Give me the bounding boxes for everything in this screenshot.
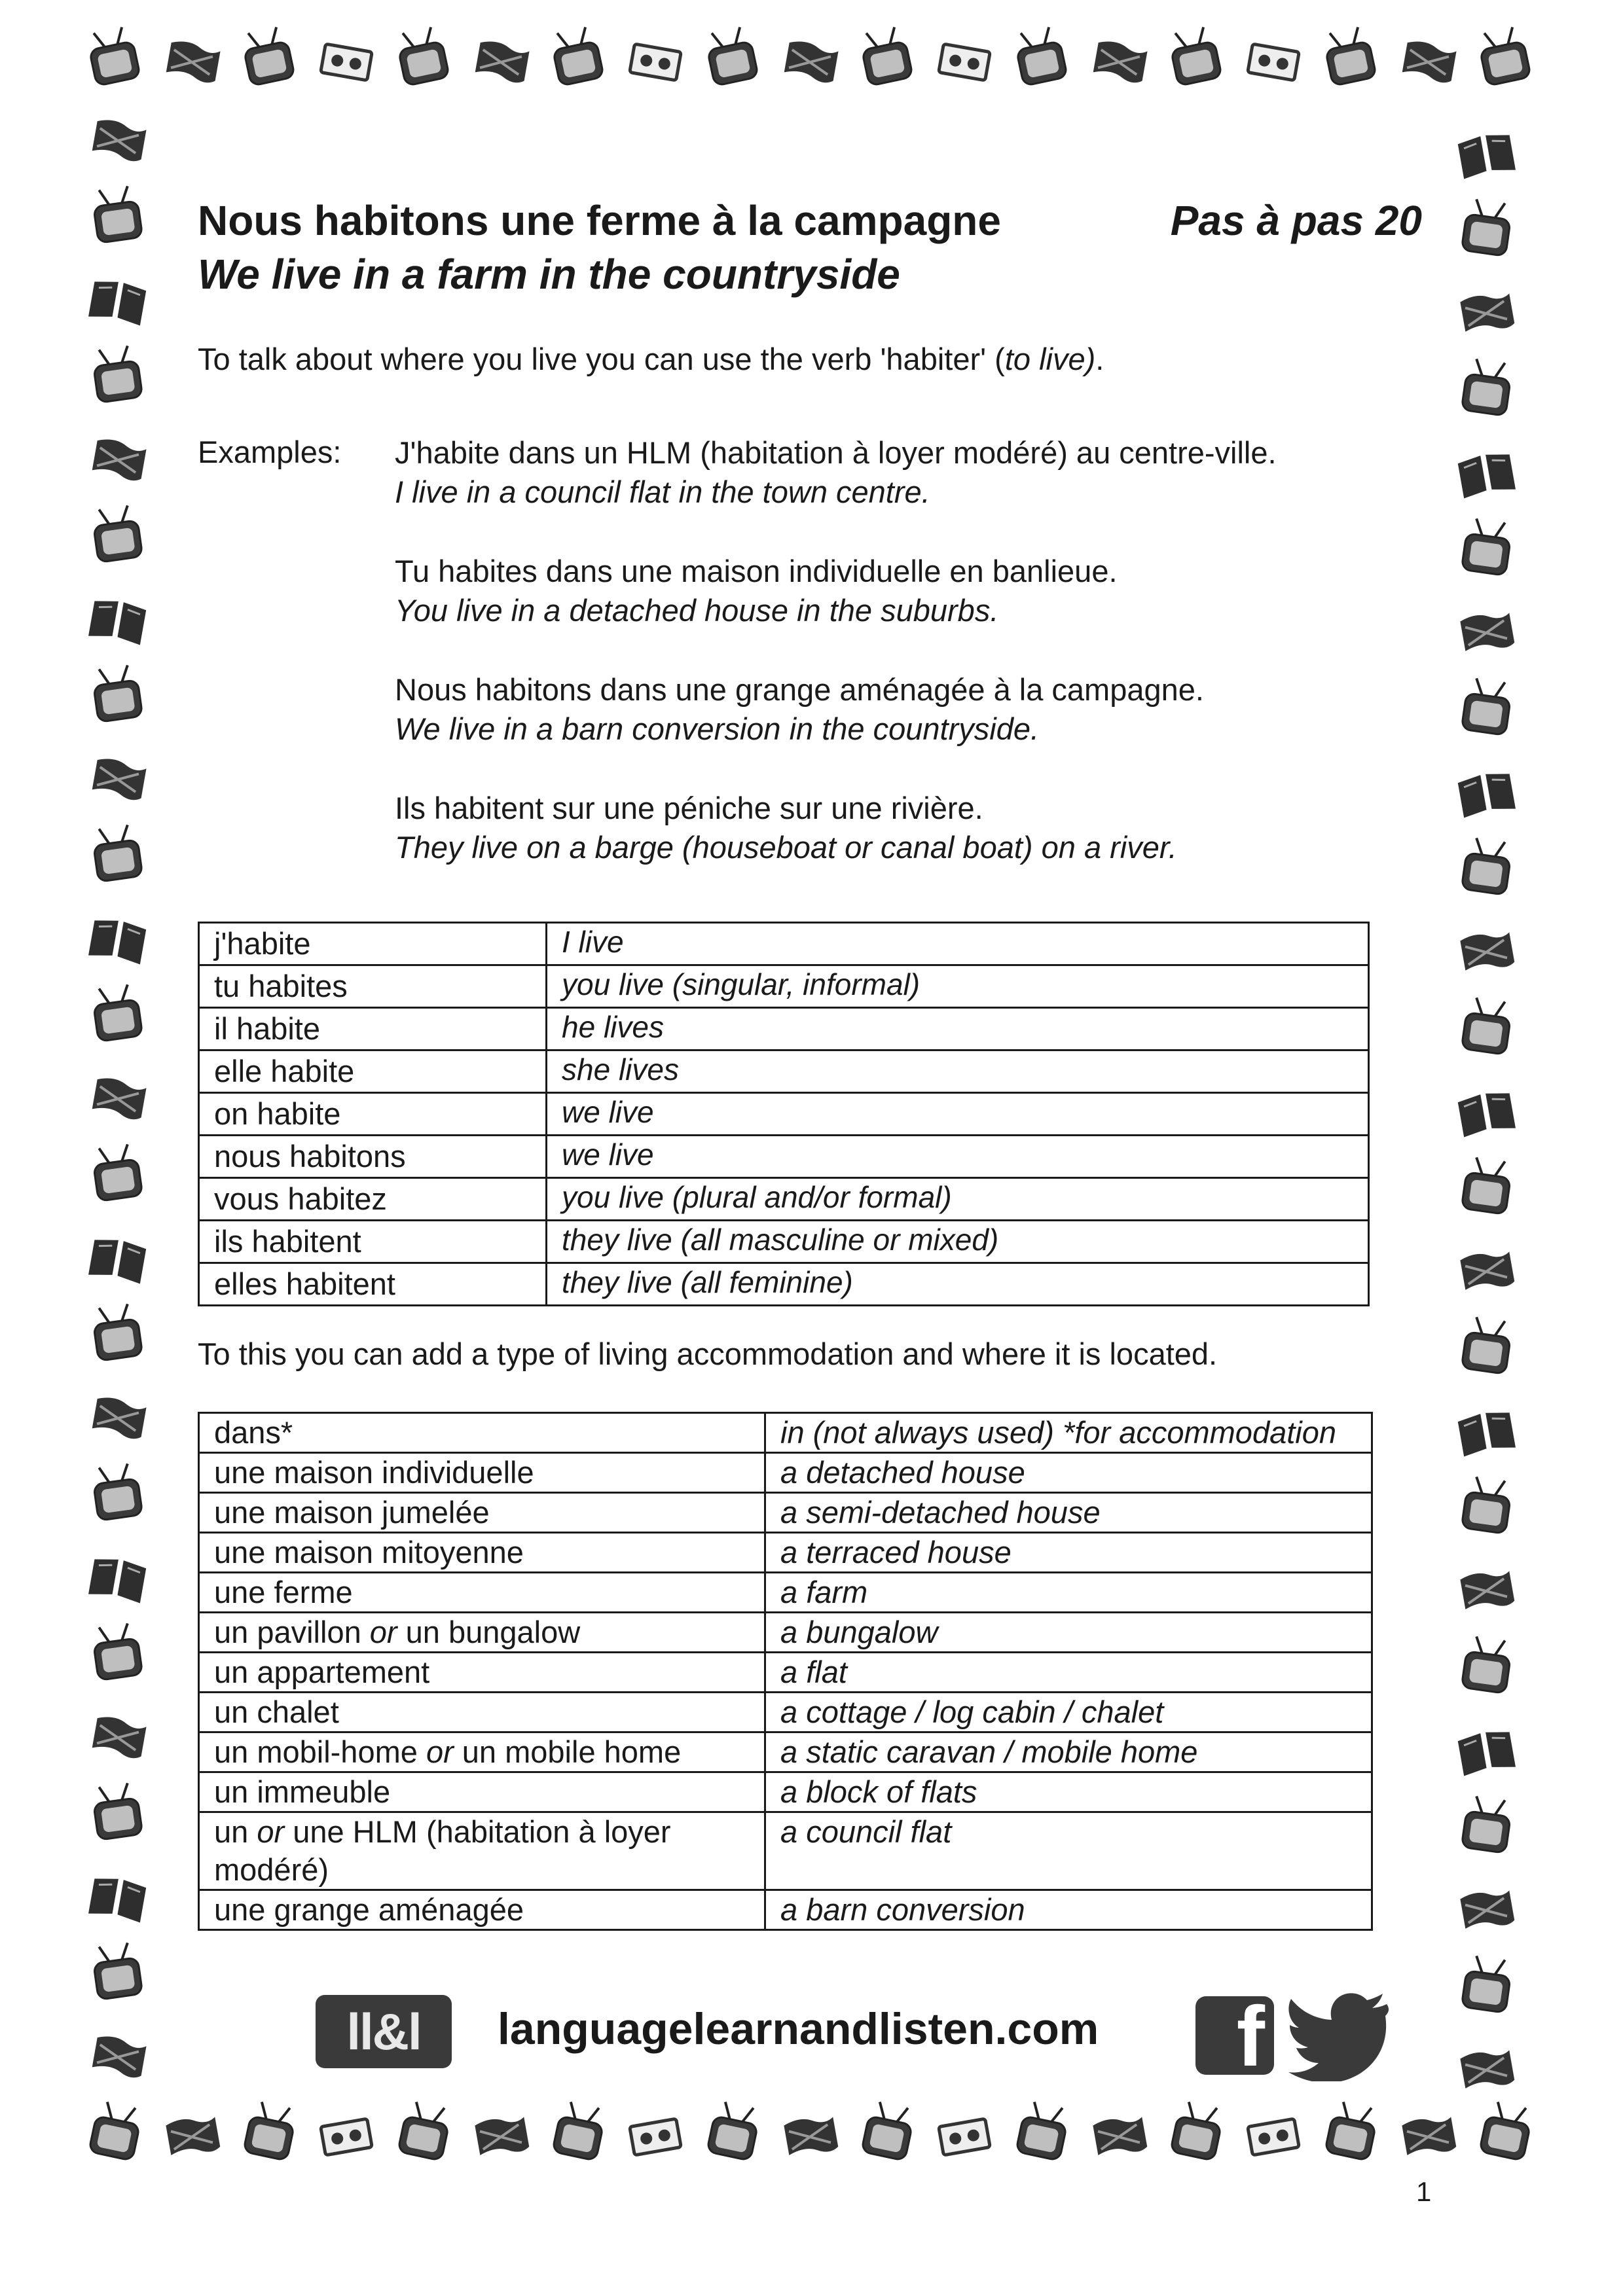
tv-icon [1461, 1636, 1512, 1694]
tv-icon [707, 2100, 761, 2161]
book-icon [1457, 1728, 1516, 1776]
flag-icon [1460, 2047, 1516, 2091]
flag-icon [92, 1715, 147, 1759]
page-number: 1 [1416, 2176, 1432, 2207]
tv-icon [1461, 677, 1512, 736]
example-fr: J'habite dans un HLM (habitation à loyer modéré) au centre-ville. [395, 435, 1277, 470]
flag-icon [92, 118, 147, 162]
flag-icon [92, 757, 147, 801]
tv-icon [91, 1463, 142, 1521]
book-icon [88, 1874, 147, 1922]
flag-icon [166, 2113, 221, 2158]
conjugation-table [198, 922, 1370, 1306]
table-row [199, 965, 1369, 1008]
tv-icon [862, 2100, 916, 2161]
book-icon [1457, 1408, 1516, 1456]
table-cell-en: a detached house [765, 1453, 1372, 1493]
table-cell-en: we live [547, 1136, 1369, 1178]
tv-icon [91, 1942, 142, 2000]
ticket-icon [630, 2119, 682, 2155]
ticket-icon [321, 44, 373, 81]
ticket-icon [321, 2119, 373, 2155]
tv-icon [86, 26, 140, 86]
tv-icon [1461, 1795, 1512, 1854]
intro-paragraph: To talk about where you live you can use the verb 'habiter' (to live). [198, 342, 1104, 376]
tv-icon [1013, 26, 1067, 86]
table-cell-en: a static caravan / mobile home [765, 1732, 1372, 1772]
flag-icon [1460, 929, 1516, 973]
tv-icon [1461, 198, 1512, 257]
table-row [199, 1493, 1372, 1533]
ticket-icon [939, 2119, 991, 2155]
table-cell-fr: vous habitez [199, 1178, 547, 1221]
book-icon [1457, 131, 1516, 179]
table-cell-en: you live (singular, informal) [547, 965, 1369, 1008]
flag-icon [92, 1076, 147, 1121]
ticket-icon [1248, 44, 1300, 81]
flag-icon [1460, 1568, 1516, 1612]
table-cell-fr: ils habitent [199, 1221, 547, 1263]
table-cell-fr: une maison jumelée [199, 1493, 765, 1533]
page-title: Nous habitons une ferme à la campagne [198, 197, 1001, 244]
table-cell-en: he lives [547, 1008, 1369, 1050]
table-row [199, 1613, 1372, 1653]
table-cell-fr: un pavillon or un bungalow [199, 1613, 765, 1653]
tv-icon [91, 1782, 142, 1840]
tv-icon [91, 1303, 142, 1361]
tv-icon [1461, 1955, 1512, 2013]
table-row [199, 1008, 1369, 1050]
site-url-link[interactable]: languagelearnandlisten.com [498, 2004, 1099, 2054]
table-cell-fr: nous habitons [199, 1136, 547, 1178]
table-cell-en: they live (all masculine or mixed) [547, 1221, 1369, 1263]
example-4 [395, 789, 1177, 867]
book-icon [88, 1555, 147, 1603]
tv-icon [553, 2100, 607, 2161]
table-cell-fr: dans* [199, 1413, 765, 1453]
table-cell-en: you live (plural and/or formal) [547, 1178, 1369, 1221]
example-2 [395, 552, 1118, 630]
table-cell-en: a farm [765, 1573, 1372, 1613]
table-row [199, 1263, 1369, 1306]
flag-icon [1460, 290, 1516, 334]
tv-icon [858, 26, 913, 86]
tv-icon [1461, 358, 1512, 416]
table-row [199, 1413, 1372, 1453]
example-en: I live in a council flat in the town centre. [395, 475, 930, 509]
flag-icon [1460, 1887, 1516, 1931]
table-row [199, 1453, 1372, 1493]
tv-icon [1325, 2100, 1379, 2161]
examples-label: Examples: [198, 435, 342, 469]
tv-icon [704, 26, 758, 86]
example-1 [395, 433, 1277, 512]
tv-icon [91, 185, 142, 243]
ticket-icon [1248, 2119, 1300, 2155]
table-cell-fr: elles habitent [199, 1263, 547, 1306]
tv-icon [91, 345, 142, 403]
example-fr: Ils habitent sur une péniche sur une rivière. [395, 791, 983, 825]
table-cell-en: a semi-detached house [765, 1493, 1372, 1533]
flag-icon [475, 39, 530, 84]
table-row [199, 1093, 1369, 1136]
table-cell-fr: tu habites [199, 965, 547, 1008]
tv-icon [1461, 518, 1512, 576]
table-cell-en: I live [547, 923, 1369, 965]
table-row [199, 1178, 1369, 1221]
table-cell-en: a flat [765, 1653, 1372, 1693]
intro-gloss: to live) [1004, 342, 1096, 376]
table-cell-fr: un mobil-home or un mobile home [199, 1732, 765, 1772]
table-cell-fr: j'habite [199, 923, 547, 965]
table-cell-fr: il habite [199, 1008, 547, 1050]
facebook-icon[interactable]: f [1195, 1996, 1274, 2075]
table-cell-fr: un chalet [199, 1693, 765, 1732]
tv-icon [1322, 26, 1376, 86]
example-fr: Nous habitons dans une grange aménagée à la campagne. [395, 672, 1204, 707]
page-subtitle: We live in a farm in the countryside [198, 251, 900, 298]
table-cell-en: in (not always used) *for accommodation [765, 1413, 1372, 1453]
table-row [199, 1772, 1372, 1812]
flag-icon [784, 2113, 839, 2158]
tv-icon [1171, 2100, 1225, 2161]
tv-icon [1480, 2100, 1534, 2161]
table-cell-fr: un appartement [199, 1653, 765, 1693]
tv-icon [89, 2100, 143, 2161]
table-cell-fr: une maison individuelle [199, 1453, 765, 1493]
book-icon [88, 278, 147, 325]
tv-icon [1016, 2100, 1070, 2161]
table-row [199, 1653, 1372, 1693]
table-cell-fr: elle habite [199, 1050, 547, 1093]
tv-icon [1461, 1316, 1512, 1374]
flag-icon [92, 437, 147, 482]
flag-icon [92, 1395, 147, 1440]
example-en: We live in a barn conversion in the countryside. [395, 711, 1040, 746]
table-row [199, 1533, 1372, 1573]
flag-icon [1460, 609, 1516, 654]
table-row [199, 1136, 1369, 1178]
table-cell-en: a cottage / log cabin / chalet [765, 1693, 1372, 1732]
book-icon [1457, 1089, 1516, 1137]
table-cell-en: a bungalow [765, 1613, 1372, 1653]
table-row [199, 1812, 1372, 1890]
table-cell-en: a barn conversion [765, 1890, 1372, 1930]
flag-icon [1460, 1248, 1516, 1293]
tv-icon [1461, 1476, 1512, 1534]
table-cell-en: we live [547, 1093, 1369, 1136]
flag-icon [166, 39, 221, 84]
flag-icon [1402, 39, 1457, 84]
table-cell-fr: une maison mitoyenne [199, 1533, 765, 1573]
tv-icon [91, 1143, 142, 1202]
book-icon [1457, 770, 1516, 817]
table-row [199, 1050, 1369, 1093]
tv-icon [1461, 997, 1512, 1055]
tv-icon [1476, 26, 1531, 86]
table-row [199, 1221, 1369, 1263]
tv-icon [91, 664, 142, 723]
book-icon [88, 597, 147, 645]
book-icon [88, 1236, 147, 1283]
table-cell-en: a council flat [765, 1812, 1372, 1890]
example-en: You live in a detached house in the suburbs. [395, 593, 999, 628]
flag-icon [1402, 2113, 1457, 2158]
table-cell-fr: on habite [199, 1093, 547, 1136]
table-row [199, 1732, 1372, 1772]
flag-icon [475, 2113, 530, 2158]
tv-icon [1461, 837, 1512, 895]
tv-icon [398, 2100, 452, 2161]
table-cell-en: she lives [547, 1050, 1369, 1093]
tv-icon [91, 1623, 142, 1681]
twitter-icon[interactable] [1288, 1990, 1393, 2081]
flag-icon [784, 39, 839, 84]
ticket-icon [630, 44, 682, 81]
book-icon [88, 916, 147, 964]
example-fr: Tu habites dans une maison individuelle en banlieue. [395, 554, 1118, 588]
transition-paragraph: To this you can add a type of living accommodation and where it is located. [198, 1336, 1218, 1371]
tv-icon [91, 505, 142, 563]
tv-icon [91, 984, 142, 1042]
flag-icon [1093, 2113, 1148, 2158]
flag-icon [1093, 39, 1148, 84]
tv-icon [1461, 1157, 1512, 1215]
example-3 [395, 670, 1204, 749]
example-en: They live on a barge (houseboat or canal boat) on a river. [395, 830, 1177, 865]
table-cell-en: a block of flats [765, 1772, 1372, 1812]
table-cell-fr: une grange aménagée [199, 1890, 765, 1930]
table-row [199, 1573, 1372, 1613]
table-cell-fr: une ferme [199, 1573, 765, 1613]
flag-icon [92, 2034, 147, 2079]
table-row [199, 1693, 1372, 1732]
tv-icon [395, 26, 449, 86]
series-label: Pas à pas 20 [1170, 197, 1422, 244]
table-row [199, 1890, 1372, 1930]
table-cell-en: they live (all feminine) [547, 1263, 1369, 1306]
site-logo[interactable]: ll&l [316, 1995, 452, 2068]
table-cell-fr: un or une HLM (habitation à loyer modéré) [199, 1812, 765, 1890]
table-row [199, 923, 1369, 965]
accommodation-table [198, 1412, 1373, 1931]
tv-icon [240, 26, 295, 86]
table-cell-en: a terraced house [765, 1533, 1372, 1573]
book-icon [1457, 450, 1516, 498]
tv-icon [549, 26, 604, 86]
tv-icon [91, 824, 142, 882]
ticket-icon [939, 44, 991, 81]
table-cell-fr: un immeuble [199, 1772, 765, 1812]
tv-icon [1167, 26, 1222, 86]
tv-icon [244, 2100, 298, 2161]
